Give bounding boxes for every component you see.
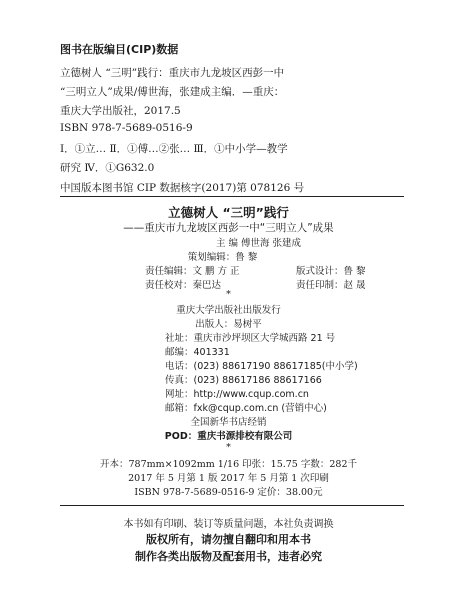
book-title: 立德树人 “三明”践行 bbox=[168, 205, 289, 220]
book-layout-designer: 版式设计：鲁 黎 bbox=[296, 266, 366, 277]
cip-line: ISBN 978-7-5689-0516-9 bbox=[60, 122, 193, 134]
book-responsible-editor: 责任编辑：文 鹏 方 正 bbox=[145, 266, 240, 277]
notice-warning: 制作各类出版物及配套用书，违者必究 bbox=[135, 550, 322, 563]
spec-isbn-price: ISBN 978-7-5689-0516-9 定价：38.00元 bbox=[134, 487, 323, 498]
publisher-postcode: 邮编：401331 bbox=[165, 347, 230, 358]
publisher-fax: 传真：(023) 88617186 88617166 bbox=[165, 375, 322, 386]
cip-line: 研究 Ⅳ．①G632.0 bbox=[60, 162, 155, 174]
publisher-website: 网址：http://www.cqup.com.cn bbox=[165, 389, 309, 400]
notice-quality: 本书如有印刷、装订等质量问题，本社负责调换 bbox=[123, 519, 334, 530]
separator-star: * bbox=[226, 442, 231, 453]
publisher-name: 重庆大学出版社出版发行 bbox=[176, 305, 281, 316]
cip-heading: 图书在版编目(CIP)数据 bbox=[60, 43, 179, 56]
book-editors: 主 编 傅世海 张建成 bbox=[215, 238, 302, 249]
divider bbox=[60, 196, 404, 197]
publisher-phone: 电话：(023) 88617190 88617185(中小学) bbox=[165, 361, 358, 372]
separator-star: * bbox=[226, 289, 231, 300]
cip-line: 立德树人 “三明”践行：重庆市九龙坡区西彭一中 bbox=[60, 67, 285, 79]
book-proofreader: 责任校对：秦巴达 bbox=[145, 280, 222, 291]
publisher-email: 邮箱：fxk@cqup.com.cn (营销中心) bbox=[165, 403, 327, 414]
cip-line: Ⅰ．①立… Ⅱ．①傅…②张… Ⅲ．①中小学—教学 bbox=[60, 143, 288, 155]
publisher-person: 出版人：易树平 bbox=[195, 319, 262, 330]
spec-format: 开本：787mm×1092mm 1/16 印张：15.75 字数：282千 bbox=[99, 459, 358, 470]
cip-line: 重庆大学出版社，2017.5 bbox=[60, 105, 181, 117]
book-subtitle: ——重庆市九龙坡区西彭一中“三明立人”成果 bbox=[123, 222, 334, 234]
cip-line: “三明立人”成果/傅世海，张建成主编．—重庆： bbox=[60, 86, 285, 98]
publisher-address: 社址：重庆市沙坪坝区大学城西路 21 号 bbox=[165, 333, 336, 344]
publisher-pod: POD：重庆书源排校有限公司 bbox=[164, 431, 293, 442]
publisher-distributor: 全国新华书店经销 bbox=[190, 417, 267, 428]
cip-verify-number: 中国版本图书馆 CIP 数据核字(2017)第 078126 号 bbox=[60, 182, 305, 194]
book-planner: 策划编辑：鲁 黎 bbox=[187, 252, 258, 263]
notice-copyright: 版权所有，请勿擅自翻印和用本书 bbox=[146, 533, 311, 546]
divider bbox=[60, 505, 404, 506]
book-print-manager: 责任印制：赵 晟 bbox=[296, 280, 366, 291]
spec-edition: 2017 年 5 月第 1 版 2017 年 5 月第 1 次印刷 bbox=[128, 473, 329, 484]
